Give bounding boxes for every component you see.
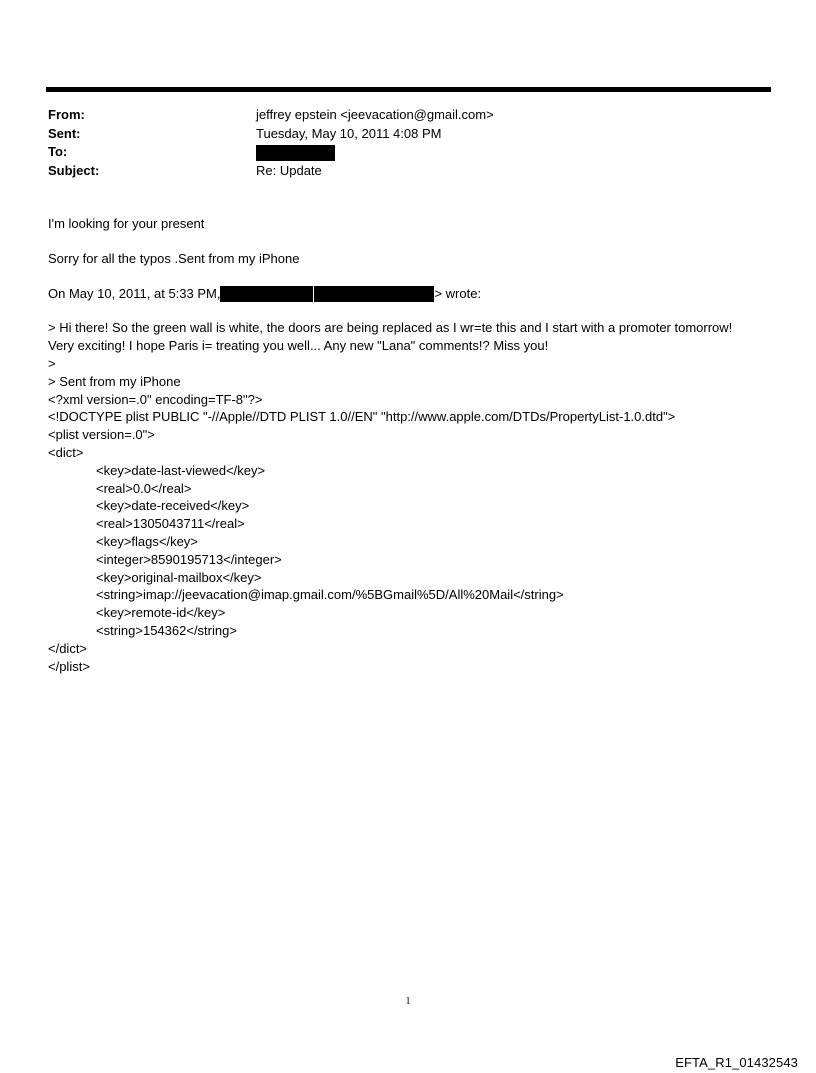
sent-value: Tuesday, May 10, 2011 4:08 PM [256,125,442,141]
xml-line: </dict> [48,640,88,656]
to-row [48,143,768,162]
xml-dict-line: <string>imap://jeevacation@imap.gmail.com/%5BGmail%5D/All%20Mail</string> [96,587,564,603]
subject-row [48,162,768,181]
xml-dict-line: <key>original-mailbox</key> [96,569,262,585]
xml-dict-line: <key>date-received</key> [96,498,250,514]
document-id: EFTA_R1_01432543 [675,1055,798,1070]
subject-value: Re: Update [256,162,322,178]
page-number: 1 [405,996,411,1007]
quoted-line: Very exciting! I hope Paris i= treating you well... Any new "Lana" comments!? Miss you! [48,338,549,354]
body-line: Sorry for all the typos .Sent from my iPhone [48,250,300,266]
redaction-box [314,286,434,302]
sent-label: Sent: [48,125,81,141]
xml-line: <plist version=.0"> [48,427,155,443]
xml-dict-line: <key>remote-id</key> [96,605,226,621]
quote-attribution [48,285,778,303]
xml-dict-line: <real>0.0</real> [96,480,192,496]
xml-line: <?xml version=.0" encoding=TF-8"?> [48,391,263,407]
quoted-line: > Sent from my iPhone [48,373,181,389]
body-line: I'm looking for your present [48,216,205,231]
attribution-suffix: > wrote: [434,285,482,301]
redaction-box [220,286,313,302]
to-label: To: [48,144,68,159]
xml-line: </plist> [48,658,90,674]
xml-line: <!DOCTYPE plist PUBLIC "-//Apple//DTD PLIST 1.0//EN" "http://www.apple.com/DTDs/PropertyList-1.0.dtd"> [48,409,676,425]
quoted-line: > Hi there! So the green wall is white, the doors are being replaced as I wr=te this and I start with a promoter tomorrow! [48,320,733,336]
xml-dict-line: <key>date-last-viewed</key> [96,462,266,478]
from-row [48,106,768,125]
sent-row [48,125,768,144]
from-label: From: [48,107,85,122]
xml-dict-line: <real>1305043711</real> [96,516,245,532]
email-body [48,215,778,675]
email-header [48,106,768,180]
from-value: jeffrey epstein <jeevacation@gmail.com> [256,107,494,122]
xml-dict-line: <key>flags</key> [96,533,198,549]
xml-dict-line: <string>154362</string> [96,622,237,638]
quoted-line: > [48,355,56,371]
redaction-box [256,145,335,161]
xml-line: <dict> [48,444,84,460]
header-rule [46,87,771,92]
xml-dict-line: <integer>8590195713</integer> [96,551,282,567]
to-value [256,143,335,162]
subject-label: Subject: [48,162,100,178]
attribution-prefix: On May 10, 2011, at 5:33 PM, [48,285,221,301]
